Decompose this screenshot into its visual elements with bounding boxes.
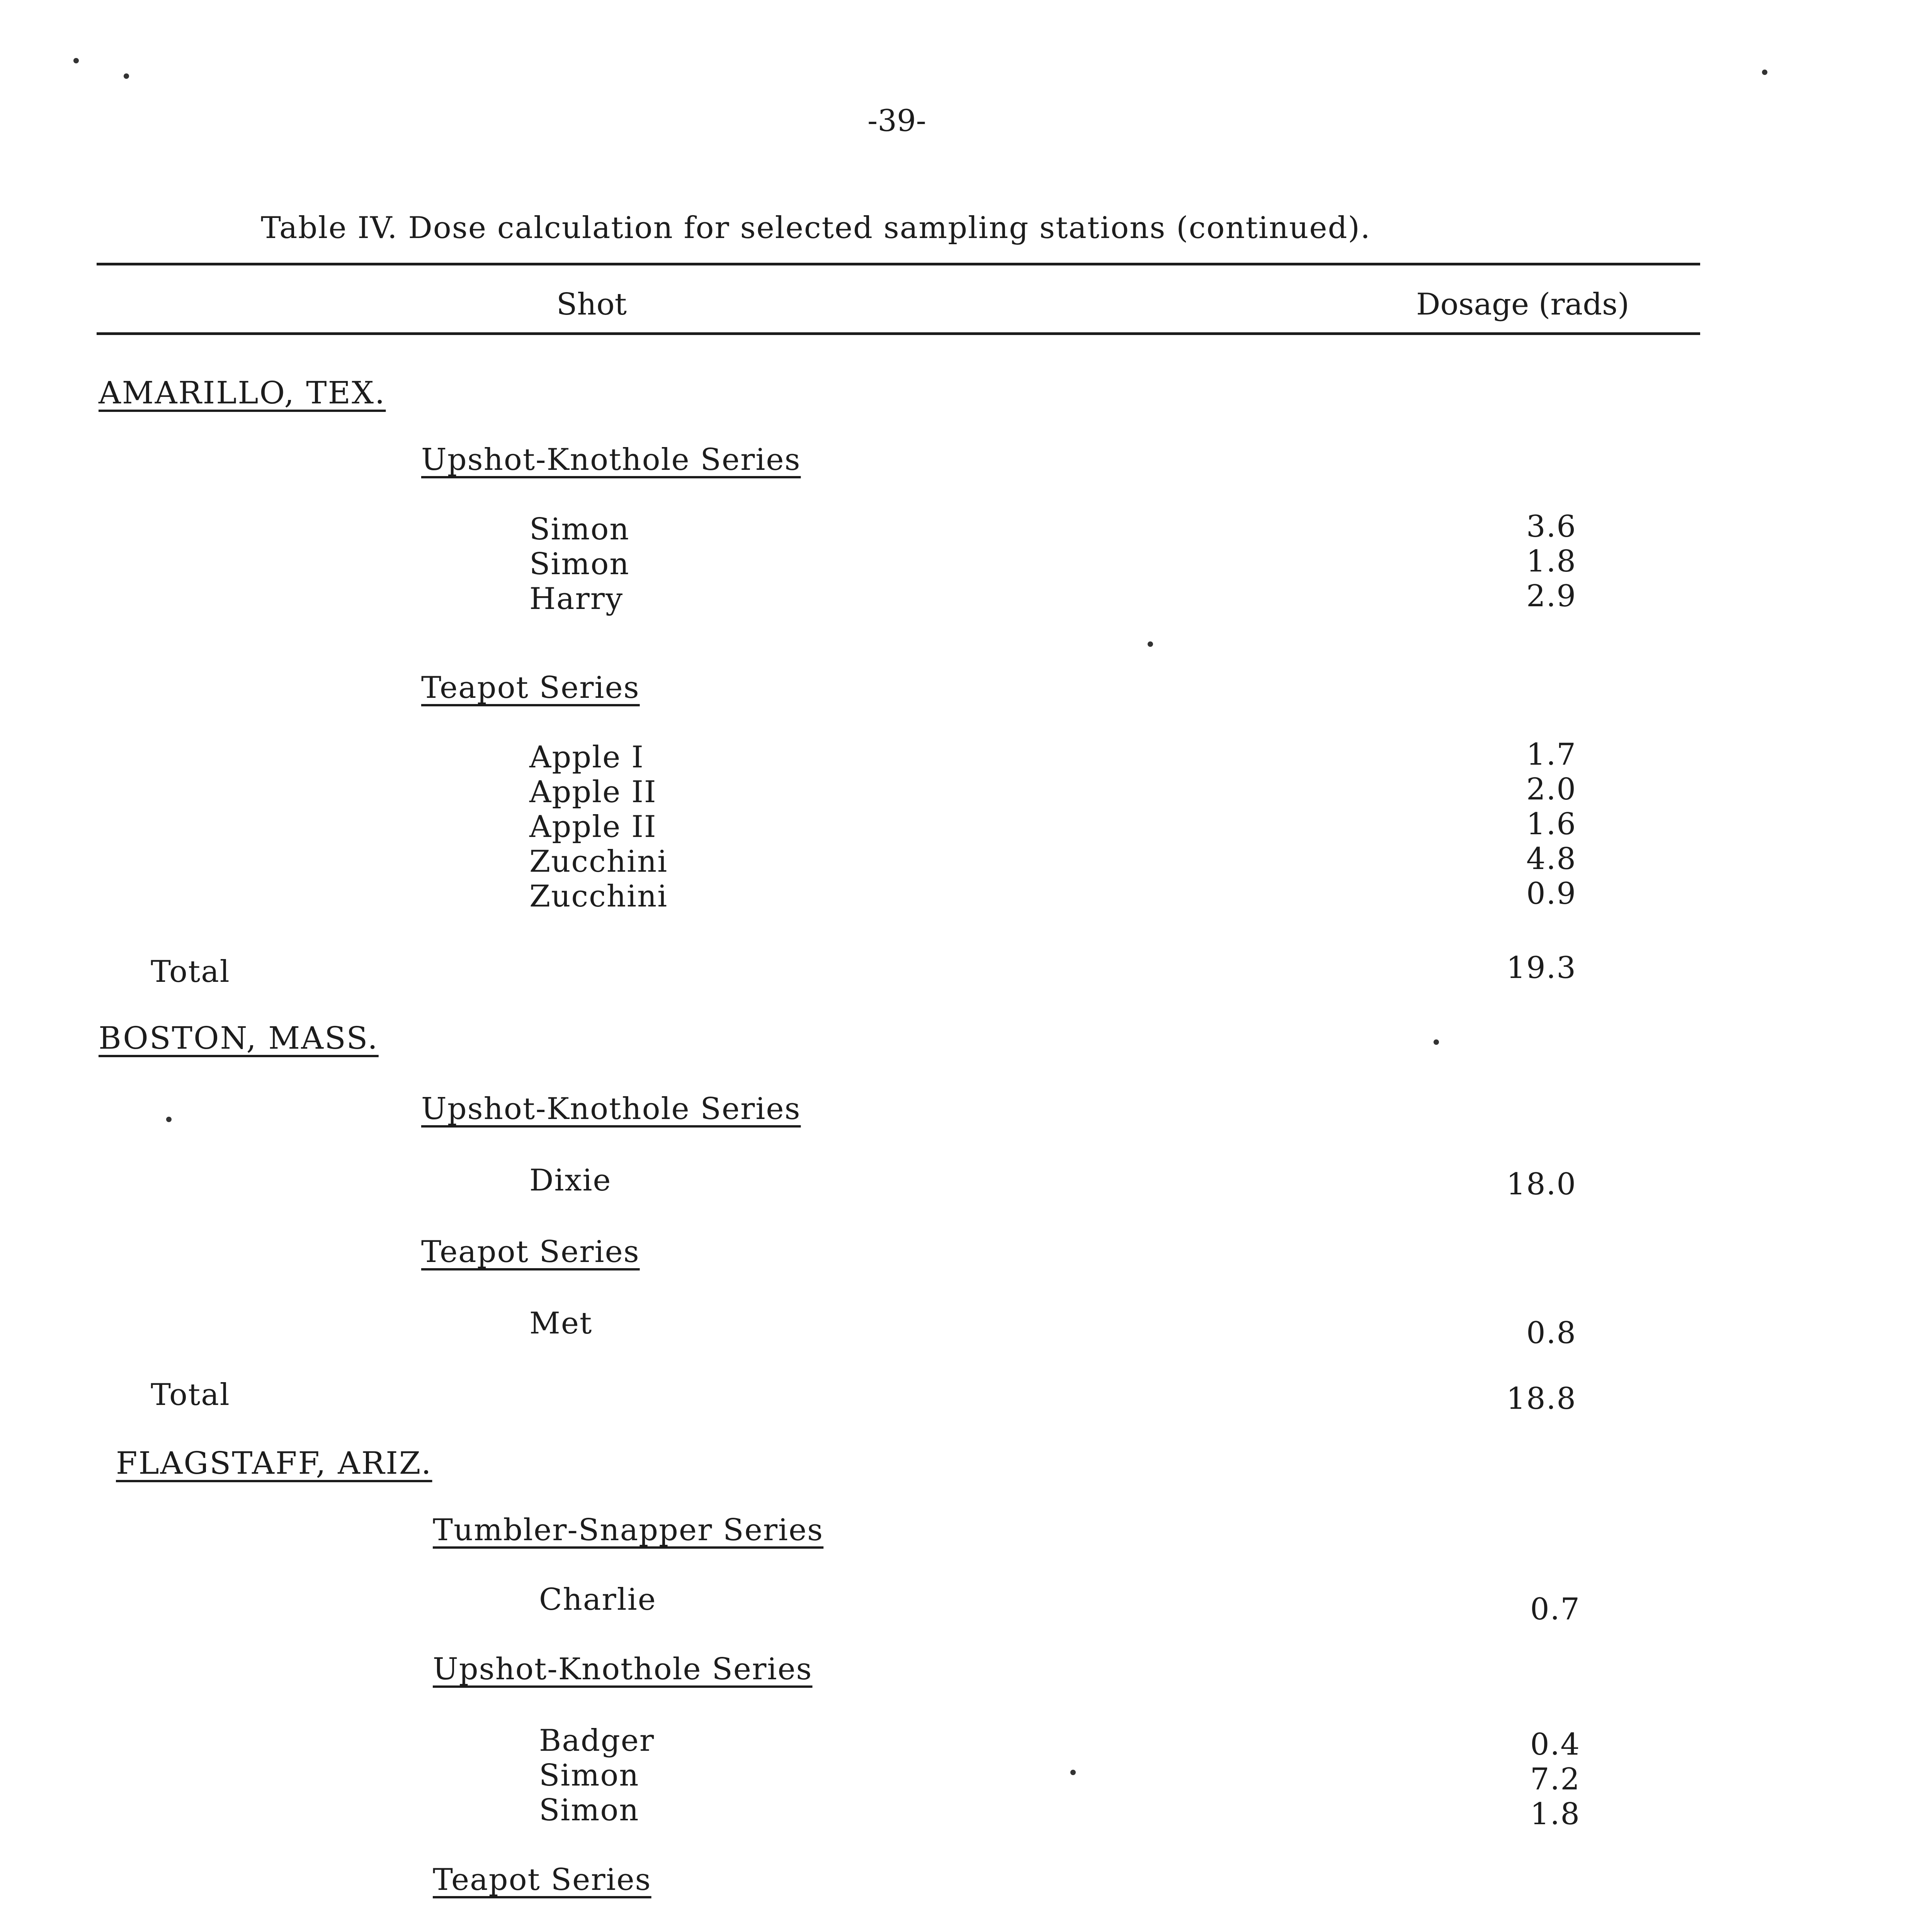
shot-list bbox=[539, 1723, 655, 1828]
shot-name: Harry bbox=[529, 582, 624, 616]
series-name: Upshot-Knothole Series bbox=[421, 1092, 801, 1126]
dose-value: 4.8 bbox=[1526, 842, 1577, 876]
series-name: Tumbler-Snapper Series bbox=[433, 1513, 824, 1548]
table-top-rule bbox=[97, 263, 1700, 265]
dose-value: 1.8 bbox=[1530, 1797, 1580, 1832]
dose-list bbox=[1476, 509, 1577, 614]
shot-name: Zucchini bbox=[529, 844, 668, 879]
shot-name: Apple II bbox=[529, 810, 657, 844]
dose-value: 1.7 bbox=[1526, 737, 1577, 772]
dose-value: 0.7 bbox=[1530, 1592, 1580, 1627]
dose-value: 0.8 bbox=[1526, 1316, 1577, 1350]
dose-value: 2.9 bbox=[1526, 579, 1577, 614]
speck bbox=[1070, 1770, 1076, 1775]
dose-list bbox=[1480, 1727, 1580, 1832]
shot-name: Apple II bbox=[529, 775, 657, 810]
shot-name: Simon bbox=[539, 1793, 639, 1828]
shot-name: Charlie bbox=[539, 1582, 656, 1617]
dose-value: 3.6 bbox=[1526, 509, 1577, 544]
shot-name: Simon bbox=[529, 547, 630, 582]
header-bottom-rule bbox=[97, 332, 1700, 335]
total-value: 19.3 bbox=[1506, 951, 1577, 985]
shot-name: Zucchini bbox=[529, 879, 668, 914]
dose-value: 2.0 bbox=[1526, 772, 1577, 807]
dose-value: 7.2 bbox=[1530, 1762, 1580, 1797]
total-label: Total bbox=[151, 954, 230, 989]
speck bbox=[124, 73, 129, 79]
speck bbox=[1148, 641, 1153, 647]
shot-name: Simon bbox=[529, 512, 630, 547]
series-name: Teapot Series bbox=[421, 1235, 640, 1269]
speck bbox=[73, 58, 79, 63]
table-caption: Table IV. Dose calculation for selected sampling stations (continued). bbox=[261, 211, 1371, 245]
total-value: 18.8 bbox=[1506, 1381, 1577, 1416]
shot-name: Apple I bbox=[529, 740, 644, 775]
shot-list bbox=[529, 512, 630, 616]
page-number: -39- bbox=[867, 104, 926, 138]
shot-name: Dixie bbox=[529, 1163, 612, 1198]
dose-value: 1.8 bbox=[1526, 544, 1577, 579]
station-name: FLAGSTAFF, ARIZ. bbox=[116, 1445, 432, 1481]
series-name: Teapot Series bbox=[421, 670, 640, 705]
dose-value: 18.0 bbox=[1506, 1167, 1577, 1202]
column-header-dosage: Dosage (rads) bbox=[1416, 287, 1629, 322]
column-header-shot: Shot bbox=[556, 287, 627, 322]
dose-list bbox=[1476, 737, 1577, 911]
dose-value: 0.4 bbox=[1530, 1727, 1580, 1762]
series-name: Upshot-Knothole Series bbox=[421, 442, 801, 477]
station-name: AMARILLO, TEX. bbox=[99, 375, 386, 411]
shot-name: Simon bbox=[539, 1758, 639, 1793]
station-name: BOSTON, MASS. bbox=[99, 1020, 379, 1056]
shot-name: Met bbox=[529, 1306, 593, 1341]
total-label: Total bbox=[151, 1378, 230, 1412]
shot-list bbox=[529, 740, 668, 914]
speck bbox=[1434, 1039, 1439, 1045]
dose-value: 1.6 bbox=[1526, 807, 1577, 842]
dose-value: 0.9 bbox=[1526, 876, 1577, 911]
speck bbox=[1762, 70, 1767, 75]
speck bbox=[166, 1117, 172, 1122]
series-name: Teapot Series bbox=[433, 1862, 651, 1897]
series-name: Upshot-Knothole Series bbox=[433, 1652, 813, 1687]
shot-name: Badger bbox=[539, 1723, 655, 1758]
